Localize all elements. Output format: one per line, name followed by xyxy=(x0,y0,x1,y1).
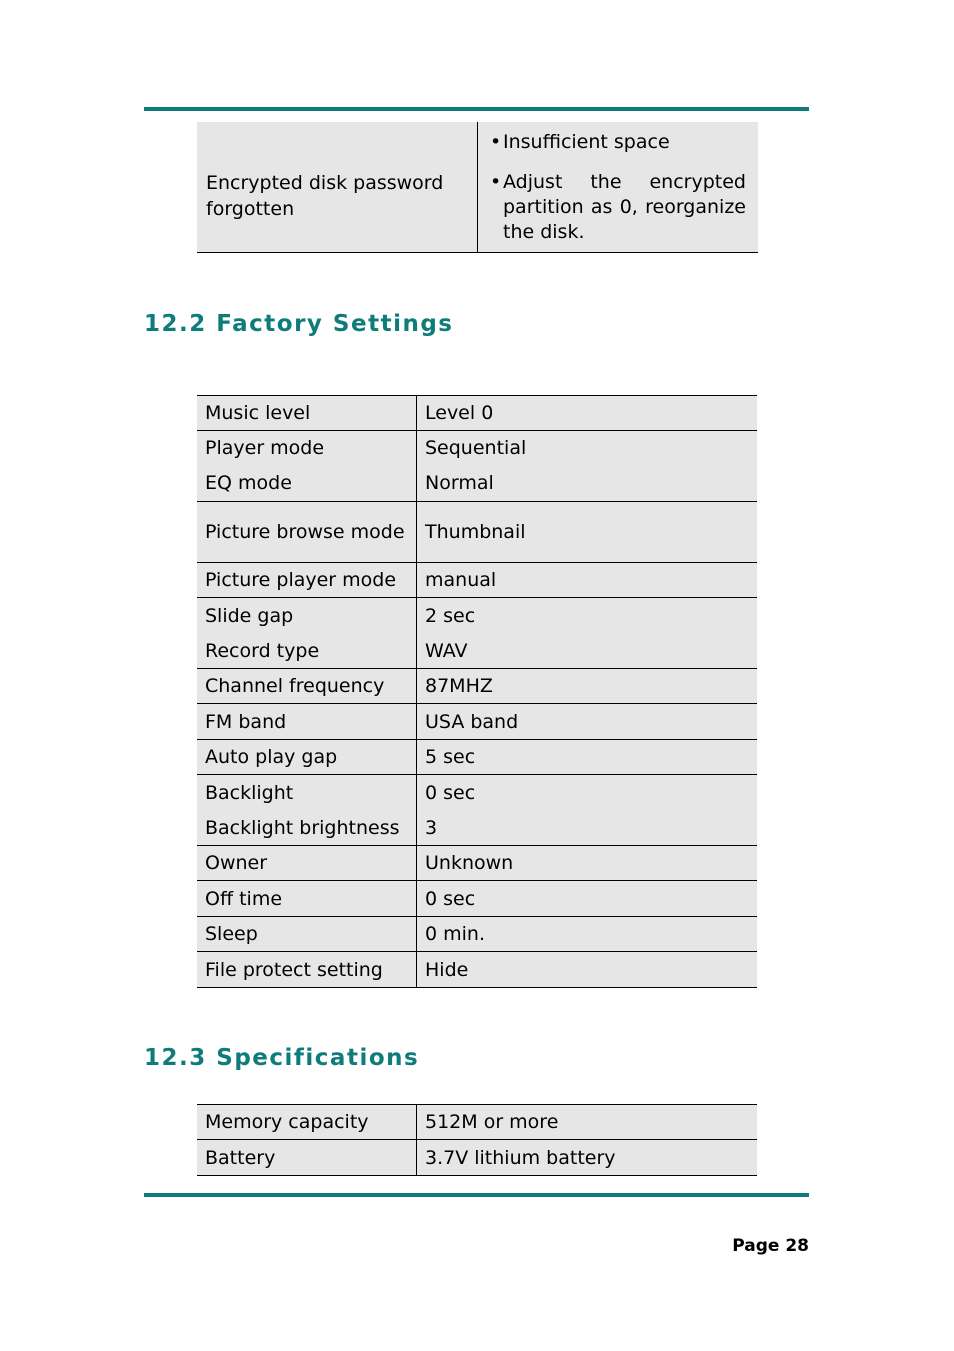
table-row xyxy=(197,811,757,846)
table-row xyxy=(197,502,757,563)
solution-item: • Insufficient space xyxy=(490,131,670,153)
setting-label: Backlight xyxy=(197,775,417,811)
header-rule xyxy=(144,107,809,111)
setting-value: manual xyxy=(417,563,758,598)
table-row xyxy=(197,917,757,952)
setting-label: Sleep xyxy=(197,917,417,952)
table-row xyxy=(197,881,757,917)
spec-value: 3.7V lithium battery xyxy=(417,1140,758,1176)
specifications-table xyxy=(197,1104,757,1176)
setting-value: 87MHZ xyxy=(417,669,758,704)
table-row xyxy=(197,669,757,704)
spec-value: 512M or more xyxy=(417,1105,758,1140)
table-row xyxy=(197,952,757,988)
setting-value: 0 min. xyxy=(417,917,758,952)
table-row xyxy=(197,466,757,502)
solution-item: • Adjust the encrypted partition as 0, reorganize the disk. xyxy=(490,171,746,243)
table-row xyxy=(197,396,757,431)
table-row xyxy=(197,1105,757,1140)
spec-label: Memory capacity xyxy=(197,1105,417,1140)
factory-settings-table xyxy=(197,395,757,988)
setting-label: Off time xyxy=(197,881,417,917)
setting-label: Record type xyxy=(197,634,417,669)
footer-rule xyxy=(144,1193,809,1197)
setting-value: Thumbnail xyxy=(417,502,758,563)
table-row xyxy=(197,740,757,775)
setting-value: 0 sec xyxy=(417,775,758,811)
setting-value: 0 sec xyxy=(417,881,758,917)
bullet-icon: • xyxy=(490,171,502,193)
setting-value: WAV xyxy=(425,639,468,662)
problem-cell: Encrypted disk password forgotten xyxy=(197,122,478,252)
table-row xyxy=(197,775,757,811)
table-row xyxy=(197,598,757,634)
spec-label: Battery xyxy=(197,1140,417,1176)
setting-value: Sequential xyxy=(417,431,758,466)
table-row xyxy=(197,634,757,669)
setting-label: Channel frequency xyxy=(197,669,417,704)
setting-value: USA band xyxy=(417,704,758,740)
bullet-icon: • xyxy=(490,131,502,153)
table-row xyxy=(197,563,757,598)
setting-value: Hide xyxy=(417,952,758,988)
troubleshooting-row xyxy=(197,122,758,253)
setting-value: 5 sec xyxy=(417,740,758,775)
setting-value: Level 0 xyxy=(417,396,758,431)
setting-label: Backlight brightness xyxy=(197,811,417,846)
setting-label: File protect setting xyxy=(197,952,417,988)
setting-value: 3 xyxy=(425,816,438,839)
setting-label: Player mode xyxy=(197,431,417,466)
setting-label: FM band xyxy=(197,704,417,740)
table-row xyxy=(197,704,757,740)
setting-label: Music level xyxy=(197,396,417,431)
specifications-heading: 12.3 Specifications xyxy=(144,1045,420,1071)
setting-value: Normal xyxy=(425,472,494,495)
setting-value: 2 sec xyxy=(417,598,758,634)
solution-cell xyxy=(478,122,758,252)
table-row xyxy=(197,431,757,466)
factory-settings-heading: 12.2 Factory Settings xyxy=(144,311,454,337)
setting-label: Owner xyxy=(197,846,417,881)
setting-label: EQ mode xyxy=(197,466,417,502)
setting-label: Picture browse mode xyxy=(197,502,417,563)
setting-label: Auto play gap xyxy=(197,740,417,775)
page-number: Page 28 xyxy=(732,1236,809,1256)
setting-label: Picture player mode xyxy=(197,563,417,598)
setting-value: Unknown xyxy=(417,846,758,881)
setting-label: Slide gap xyxy=(197,598,417,634)
table-row xyxy=(197,1140,757,1176)
table-row xyxy=(197,846,757,881)
